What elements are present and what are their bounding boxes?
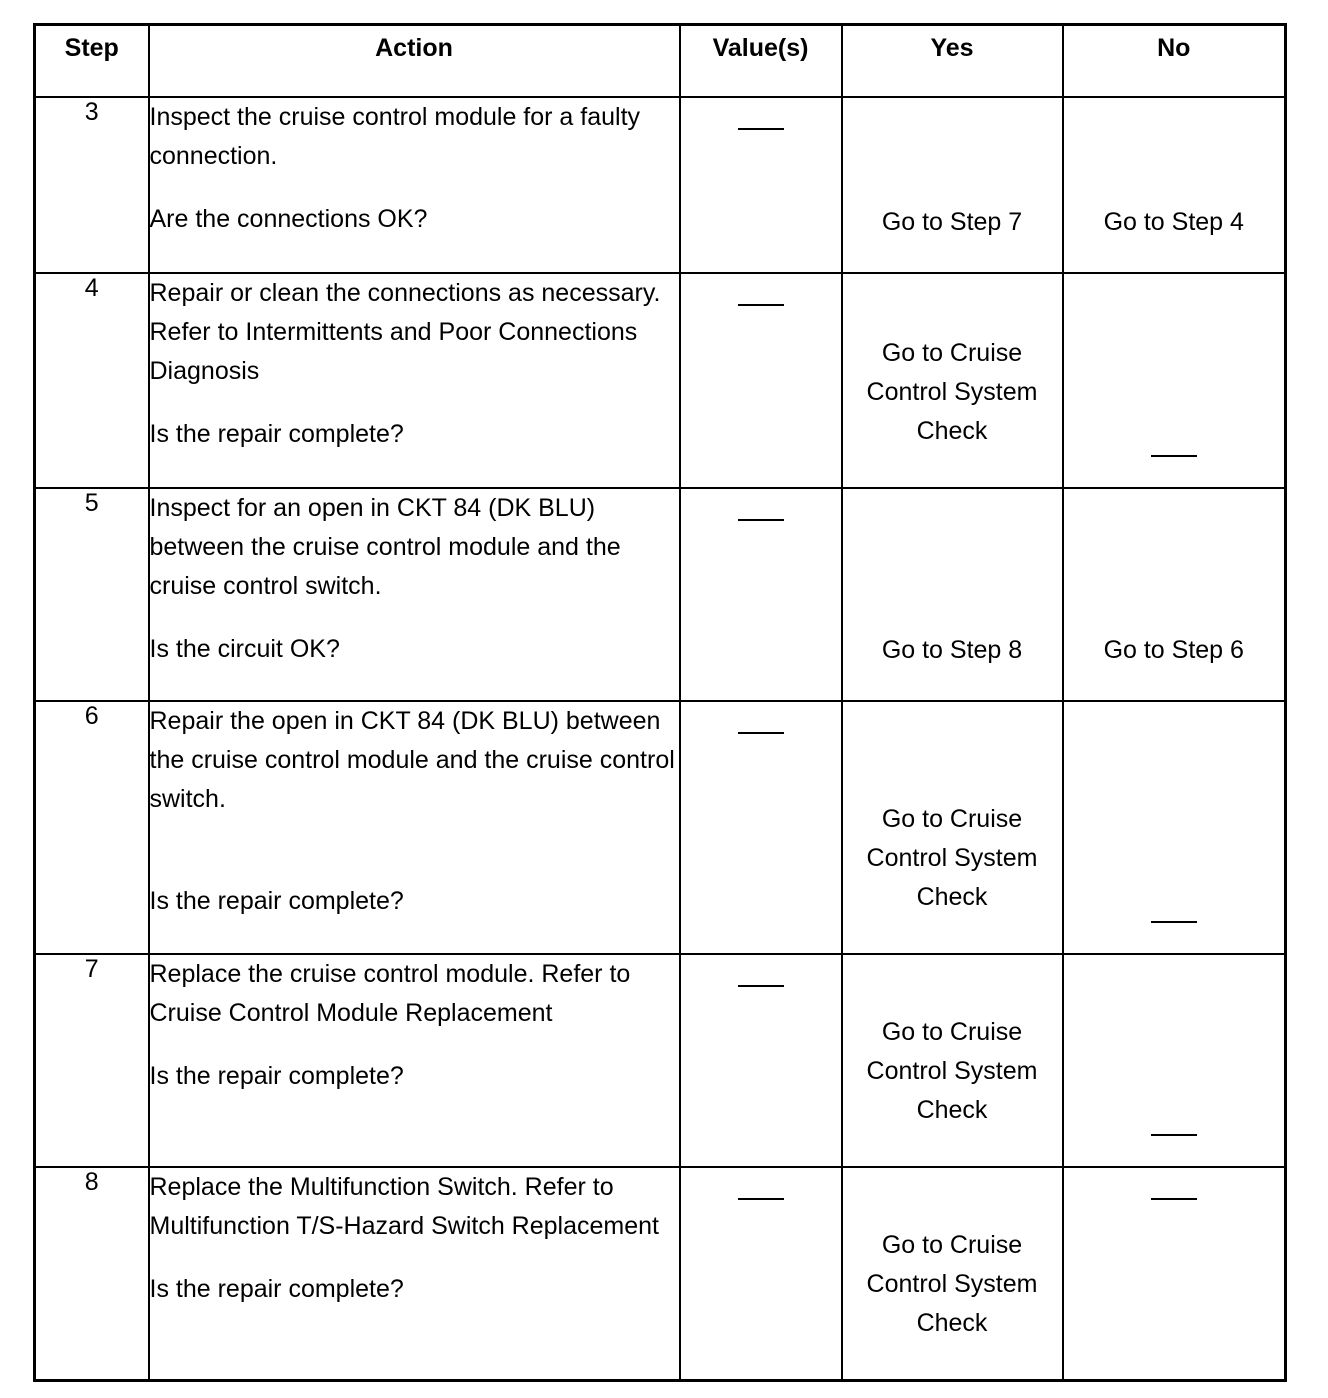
value-cell bbox=[680, 701, 842, 954]
header-no: No bbox=[1063, 25, 1286, 98]
yes-outcome: Go to Step 8 bbox=[881, 636, 1023, 664]
header-action: Action bbox=[149, 25, 680, 98]
table-row bbox=[35, 273, 1286, 488]
no-cell bbox=[1063, 97, 1286, 273]
action-instruction: Inspect the cruise control module for a faulty connection. bbox=[149, 103, 641, 170]
yes-outcome: Go to Step 7 bbox=[881, 208, 1023, 236]
action-question: Is the repair complete? bbox=[149, 1062, 404, 1090]
step-number: 3 bbox=[35, 97, 149, 273]
yes-cell bbox=[842, 1167, 1063, 1380]
value-blank bbox=[738, 519, 784, 521]
value-blank bbox=[738, 985, 784, 987]
action-cell bbox=[149, 97, 680, 273]
no-outcome: Go to Step 4 bbox=[1103, 208, 1244, 236]
value-cell bbox=[680, 954, 842, 1167]
action-question: Is the repair complete? bbox=[149, 1275, 404, 1303]
value-cell bbox=[680, 273, 842, 488]
action-question: Is the circuit OK? bbox=[149, 635, 340, 663]
action-instruction: Repair or clean the connections as necessary. Refer to Intermittents and Poor Connections Diagnosis bbox=[149, 279, 661, 385]
step-number: 5 bbox=[35, 488, 149, 701]
no-outcome: Go to Step 6 bbox=[1103, 636, 1244, 664]
yes-outcome: Go to Cruise Control System Check bbox=[866, 805, 1038, 911]
step-number: 4 bbox=[35, 273, 149, 488]
no-cell bbox=[1063, 701, 1286, 954]
no-blank bbox=[1151, 455, 1197, 457]
table-row bbox=[35, 954, 1286, 1167]
action-instruction: Inspect for an open in CKT 84 (DK BLU) between the cruise control module and the cruise control switch. bbox=[149, 494, 621, 600]
no-cell bbox=[1063, 273, 1286, 488]
header-yes: Yes bbox=[842, 25, 1063, 98]
no-cell bbox=[1063, 1167, 1286, 1380]
yes-cell bbox=[842, 273, 1063, 488]
action-cell bbox=[149, 488, 680, 701]
value-blank bbox=[738, 1198, 784, 1200]
action-cell bbox=[149, 1167, 680, 1380]
action-instruction: Replace the Multifunction Switch. Refer to Multifunction T/S-Hazard Switch Replacement bbox=[149, 1173, 659, 1240]
header-row bbox=[35, 25, 1286, 98]
yes-outcome: Go to Cruise Control System Check bbox=[866, 339, 1038, 445]
header-values: Value(s) bbox=[680, 25, 842, 98]
value-cell bbox=[680, 488, 842, 701]
value-blank bbox=[738, 732, 784, 734]
step-number: 7 bbox=[35, 954, 149, 1167]
table-row bbox=[35, 701, 1286, 954]
no-blank bbox=[1151, 921, 1197, 923]
no-cell bbox=[1063, 954, 1286, 1167]
action-instruction: Repair the open in CKT 84 (DK BLU) between the cruise control module and the cruise control switch. bbox=[149, 707, 675, 813]
table-row bbox=[35, 97, 1286, 273]
value-cell bbox=[680, 1167, 842, 1380]
action-cell bbox=[149, 701, 680, 954]
no-blank bbox=[1151, 1198, 1197, 1200]
no-cell bbox=[1063, 488, 1286, 701]
header-step: Step bbox=[35, 25, 149, 98]
yes-cell bbox=[842, 701, 1063, 954]
yes-outcome: Go to Cruise Control System Check bbox=[866, 1018, 1038, 1124]
action-question: Is the repair complete? bbox=[149, 420, 404, 448]
action-question: Is the repair complete? bbox=[149, 887, 404, 915]
yes-cell bbox=[842, 488, 1063, 701]
yes-cell bbox=[842, 954, 1063, 1167]
action-cell bbox=[149, 954, 680, 1167]
table-row bbox=[35, 1167, 1286, 1380]
value-blank bbox=[738, 128, 784, 130]
yes-outcome: Go to Cruise Control System Check bbox=[866, 1230, 1038, 1337]
action-instruction: Replace the cruise control module. Refer to Cruise Control Module Replacement bbox=[149, 960, 631, 1027]
diagnostic-table bbox=[33, 23, 1287, 1382]
step-number: 6 bbox=[35, 701, 149, 954]
step-number: 8 bbox=[35, 1167, 149, 1380]
table-row bbox=[35, 488, 1286, 701]
action-question: Are the connections OK? bbox=[149, 205, 428, 233]
action-cell bbox=[149, 273, 680, 488]
no-blank bbox=[1151, 1134, 1197, 1136]
value-cell bbox=[680, 97, 842, 273]
value-blank bbox=[738, 304, 784, 306]
yes-cell bbox=[842, 97, 1063, 273]
